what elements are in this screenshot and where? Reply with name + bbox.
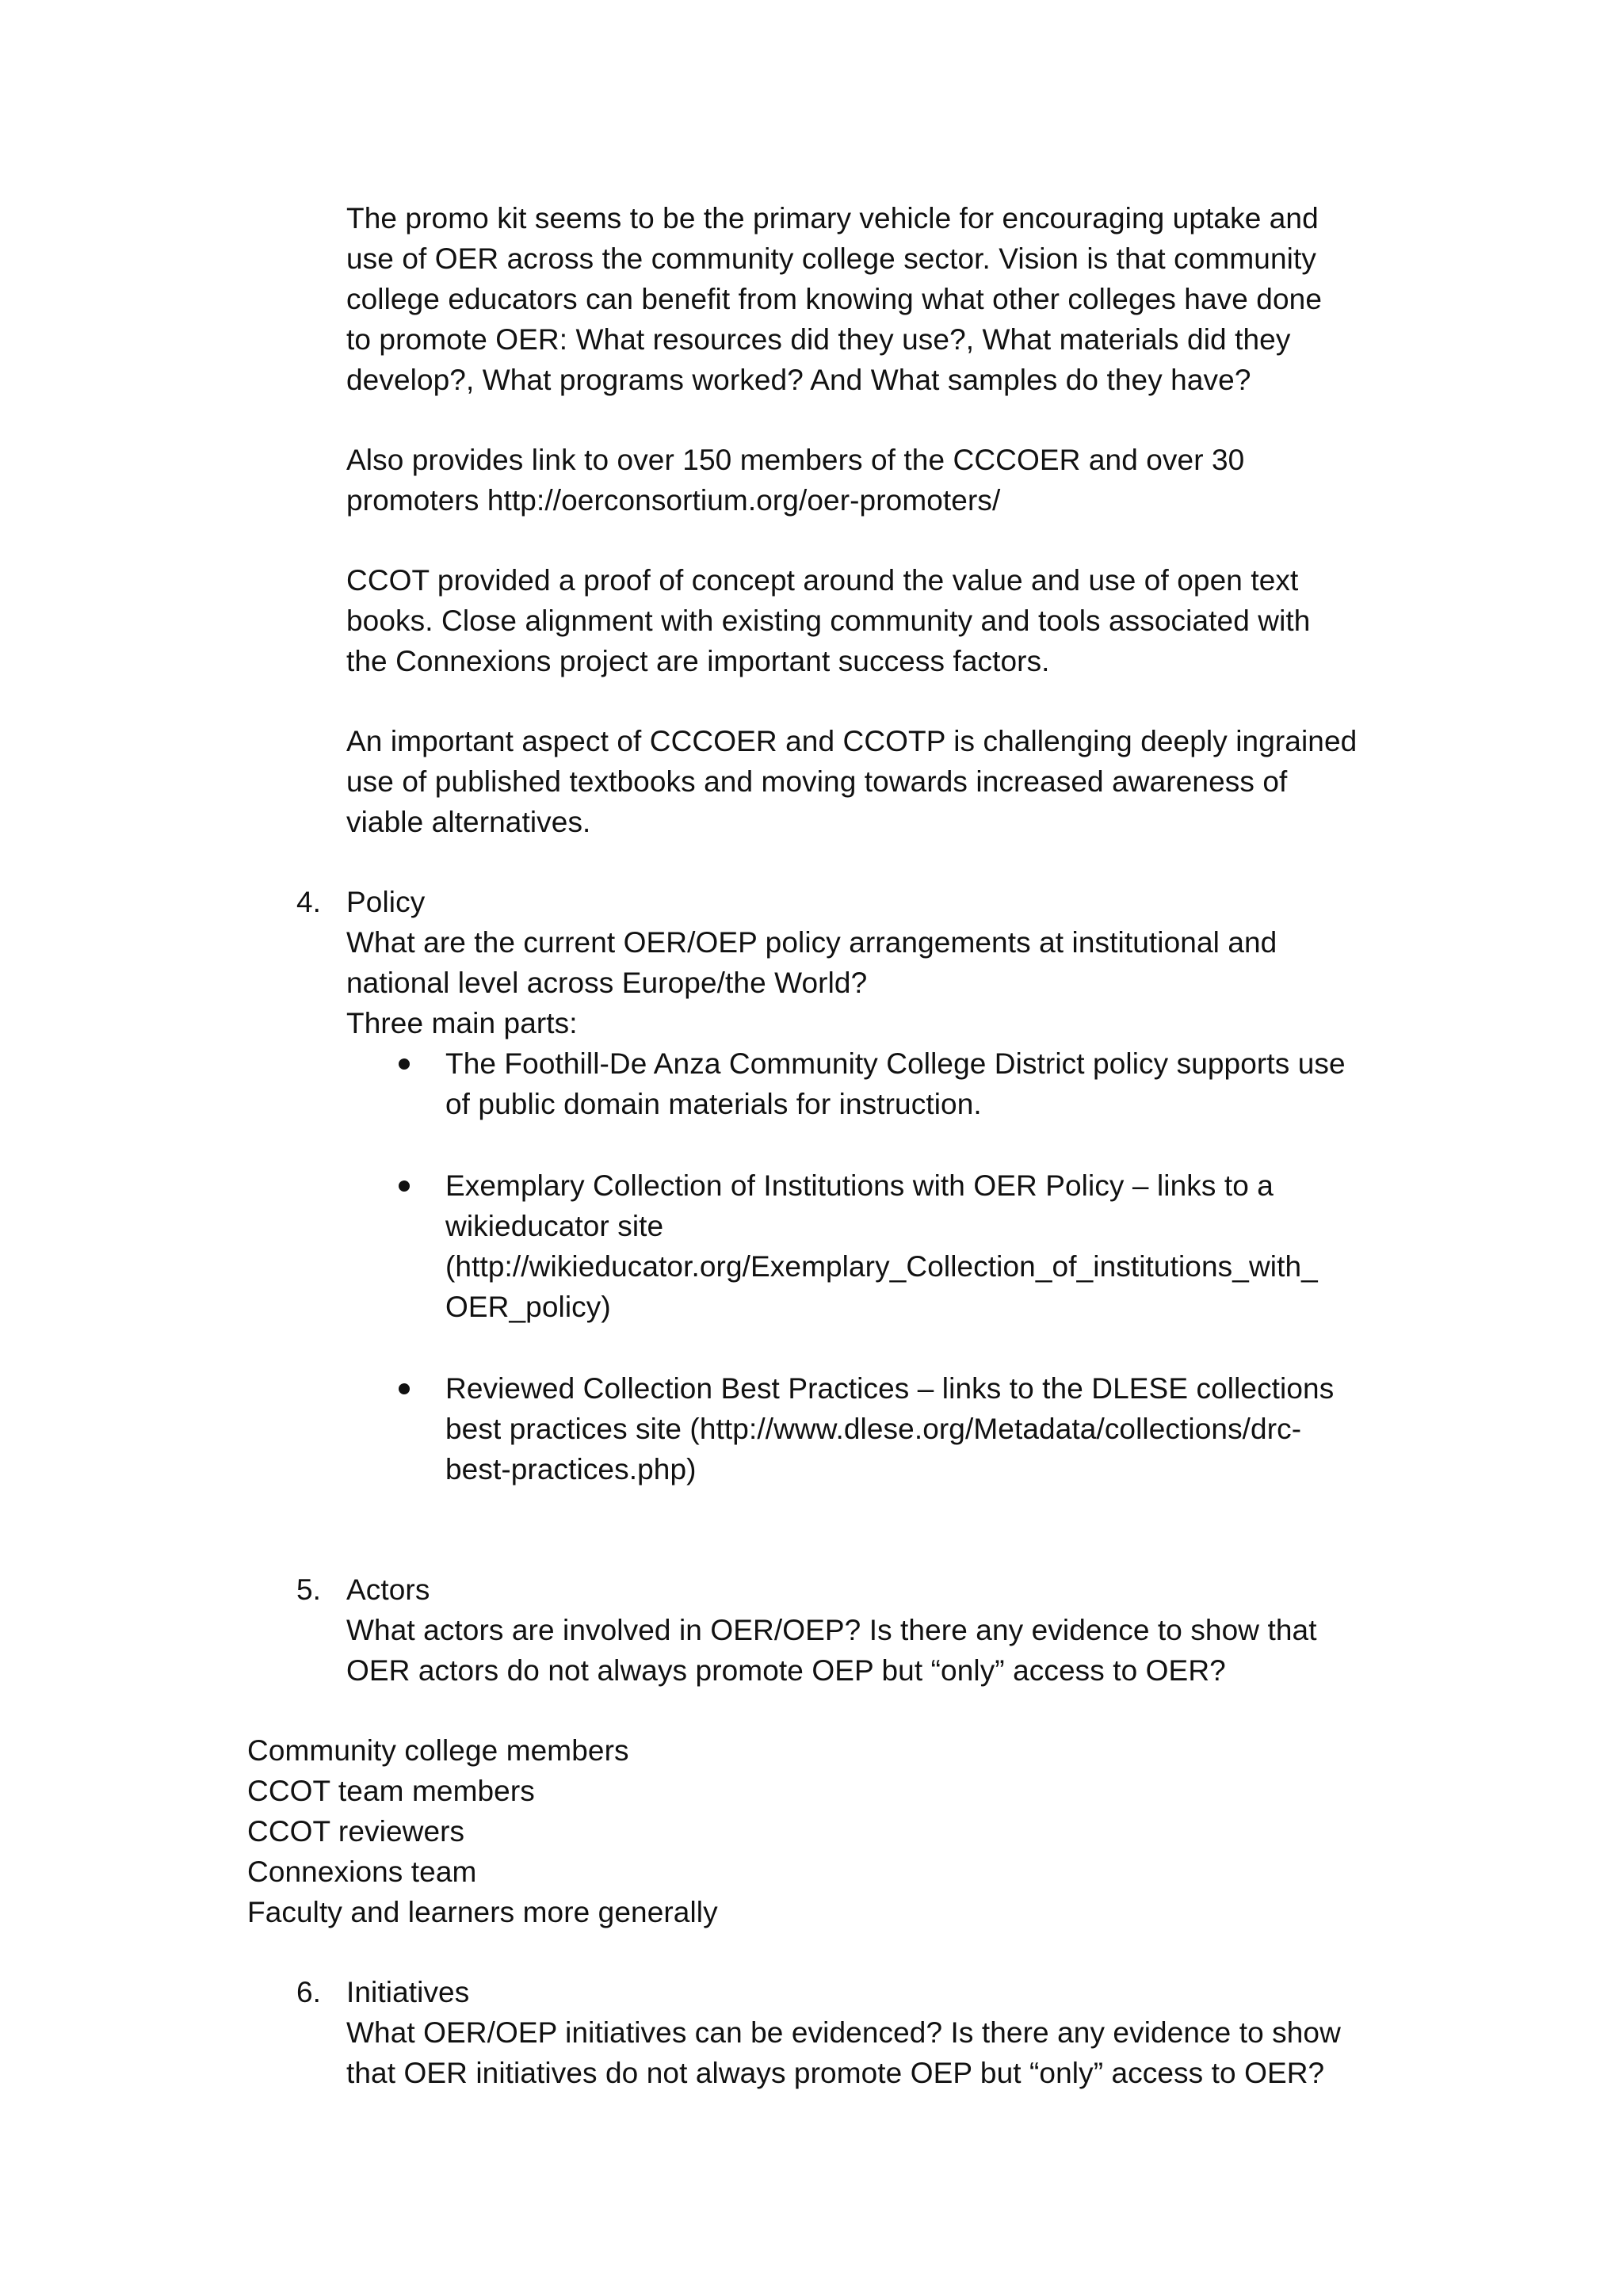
actors-list-item: CCOT reviewers: [247, 1815, 465, 1848]
policy-intro: Three main parts:: [346, 1007, 578, 1039]
bullet-icon: [399, 1383, 410, 1394]
policy-bullet-1-line-2: of public domain materials for instruction.: [445, 1088, 982, 1120]
policy-question-line-2: national level across Europe/the World?: [346, 967, 868, 999]
actors-number: 5.: [296, 1573, 322, 1606]
policy-bullet-2-line-4: OER_policy): [445, 1291, 611, 1323]
intro-p3-line-2: books. Close alignment with existing community and tools associated with: [346, 605, 1311, 637]
actors-list-item: Faculty and learners more generally: [247, 1896, 718, 1928]
actors-list-item: Community college members: [247, 1734, 629, 1767]
intro-p4-line-2: use of published textbooks and moving towards increased awareness of: [346, 765, 1288, 798]
policy-bullet-2-line-3: (http://wikieducator.org/Exemplary_Collection_of_institutions_with_: [445, 1250, 1318, 1283]
policy-bullet-1-line-1: The Foothill-De Anza Community College District policy supports use: [445, 1047, 1346, 1080]
actors-list-item: Connexions team: [247, 1855, 477, 1888]
policy-bullet-3-line-2: best practices site (http://www.dlese.org/Metadata/collections/drc-: [445, 1413, 1302, 1445]
intro-p4-line-3: viable alternatives.: [346, 806, 591, 838]
policy-bullet-3-line-1: Reviewed Collection Best Practices – links to the DLESE collections: [445, 1372, 1335, 1405]
bullet-icon: [399, 1180, 410, 1192]
policy-title: Policy: [346, 886, 426, 918]
intro-p3-line-1: CCOT provided a proof of concept around the value and use of open text: [346, 564, 1299, 597]
initiatives-number: 6.: [296, 1976, 322, 2008]
intro-p1-line-5: develop?, What programs worked? And What samples do they have?: [346, 364, 1251, 396]
intro-p1-line-4: to promote OER: What resources did they use?, What materials did they: [346, 323, 1291, 356]
actors-question-line-2: OER actors do not always promote OEP but “only” access to OER?: [346, 1654, 1226, 1687]
policy-bullet-2-line-2: wikieducator site: [445, 1210, 664, 1242]
actors-list-item: CCOT team members: [247, 1775, 535, 1807]
intro-p4-line-1: An important aspect of CCCOER and CCOTP is challenging deeply ingrained: [346, 725, 1358, 757]
policy-number: 4.: [296, 886, 322, 918]
intro-p1-line-1: The promo kit seems to be the primary vehicle for encouraging uptake and: [346, 202, 1319, 235]
initiatives-title: Initiatives: [346, 1976, 470, 2008]
intro-p2-line-1: Also provides link to over 150 members of the CCCOER and over 30: [346, 444, 1245, 476]
initiatives-question-line-2: that OER initiatives do not always promote OEP but “only” access to OER?: [346, 2057, 1325, 2089]
intro-p3-line-3: the Connexions project are important success factors.: [346, 645, 1050, 677]
bullet-icon: [399, 1058, 410, 1070]
initiatives-question-line-1: What OER/OEP initiatives can be evidenced? Is there any evidence to show: [346, 2016, 1341, 2049]
intro-p1-line-3: college educators can benefit from knowing what other colleges have done: [346, 283, 1323, 315]
actors-title: Actors: [346, 1573, 430, 1606]
policy-bullet-2-line-1: Exemplary Collection of Institutions with OER Policy – links to a: [445, 1169, 1274, 1202]
intro-p1-line-2: use of OER across the community college sector. Vision is that community: [346, 242, 1316, 275]
policy-question-line-1: What are the current OER/OEP policy arrangements at institutional and: [346, 926, 1277, 959]
actors-question-line-1: What actors are involved in OER/OEP? Is there any evidence to show that: [346, 1614, 1317, 1646]
intro-p2-line-2: promoters http://oerconsortium.org/oer-promoters/: [346, 484, 1001, 517]
policy-bullet-3-line-3: best-practices.php): [445, 1453, 697, 1486]
